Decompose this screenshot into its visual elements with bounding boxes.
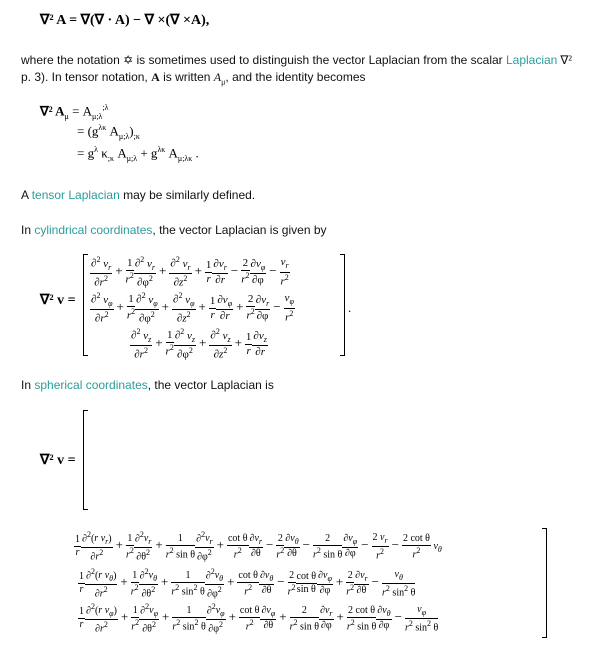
cylindrical-period: . <box>348 300 352 315</box>
r3: = g <box>77 145 95 161</box>
r2-sup: λκ <box>98 123 107 132</box>
r3-sub3: μ;λκ <box>177 153 193 163</box>
paragraph-tensor-notation <box>21 70 366 89</box>
r3-sup2: λκ <box>157 145 166 154</box>
text: is sometimes used to distinguish the vector Laplacian from the scalar <box>133 53 506 67</box>
text: , and the identity becomes <box>225 70 366 84</box>
r3d: + g <box>137 145 158 161</box>
r3b: κ <box>97 145 108 161</box>
paragraph-cylindrical <box>21 223 327 238</box>
text: is written <box>159 70 214 84</box>
r3e: A <box>165 145 178 161</box>
A-mu: A <box>213 70 222 84</box>
text: , the vector Laplacian is given by <box>152 223 327 237</box>
scalar-laplacian-symbol: ∇² <box>557 53 572 67</box>
r2c: ) <box>129 123 134 139</box>
laplacian-link[interactable]: Laplacian <box>505 53 558 67</box>
r1: = A <box>72 103 93 119</box>
text: may be similarly defined. <box>119 188 256 202</box>
tensor-row-3 <box>77 145 199 163</box>
r3-sub2: μ;λ <box>126 153 138 163</box>
r3-sup: λ <box>94 145 98 154</box>
r3c: A <box>114 145 127 161</box>
star-symbol: ✡ <box>123 53 134 67</box>
bold-A: A <box>151 70 160 84</box>
text: In <box>21 378 35 392</box>
tensor-laplacian-link[interactable]: tensor Laplacian <box>31 188 120 202</box>
tensor-row-1 <box>40 103 109 121</box>
r1-sub: μ;λ <box>92 111 103 121</box>
spherical-coordinates-link[interactable]: spherical coordinates <box>34 378 148 392</box>
paragraph-notation <box>21 53 572 68</box>
text: where the notation <box>21 53 124 67</box>
lhs-sub: μ <box>64 111 69 121</box>
spherical-lhs: ∇² v = <box>40 453 76 468</box>
cylindrical-left-bracket <box>83 254 88 356</box>
r2: = (g <box>77 123 99 139</box>
spherical-left-bracket <box>83 410 88 510</box>
text: In <box>21 223 35 237</box>
spherical-matrix-row-2: $\frac{1}{r}$ $\frac{\partial^2(r v_\theta)}{\partial r^2}$ + $\frac{1}{r^2}$ $\frac{\partial^2v_\theta}{\partial\theta^2}$ + $\frac{1}{r^2 \sin^2 \theta}$ $\frac{\partial^2v_\theta}{\partial\varphi^2}$ + $\frac{\text{cot θ}}{r^2}$ $\frac{\partial v_\theta}{\partial\theta}$ − $\frac{2}{r^2}$ $\frac{\text{cot θ}}{\text{sin θ}}$ $\frac{\partial v_\varphi}{\partial\varphi}$ + $\frac{2}{r^2}$ $\frac{\partial v_r}{\partial\theta}$ − $\frac{v_\theta}{r^2 \sin^2 \theta}$ <box>79 567 416 600</box>
spherical-right-bracket <box>542 528 547 638</box>
r3f: . <box>192 145 199 161</box>
cylindrical-right-bracket <box>340 254 345 356</box>
vector-identity-equation: ∇² A = ∇(∇ · A) − ∇ ×(∇ ×A), <box>40 13 210 28</box>
text: p. 3). In tensor notation, <box>21 70 152 84</box>
text: , the vector Laplacian is <box>147 378 274 392</box>
cylindrical-lhs: ∇² v = <box>40 293 76 308</box>
tensor-row-2 <box>77 123 140 141</box>
r2b: A <box>106 123 119 139</box>
r1-sup: ;λ <box>102 103 109 112</box>
cylindrical-matrix-row-2: $\frac{\partial^2 v_\varphi}{\partial r^2}$ + $\frac{1}{r^2}$ $\frac{\partial^2 v_\varphi}{\partial\varphi^2}$ + $\frac{\partial^2 v_\varphi}{\partial z^2}$ + $\frac{1}{r}$ $\frac{\partial v_\varphi}{\partial r}$ + $\frac{2}{r^2}$ $\frac{\partial v_r}{\partial\varphi}$ − $\frac{v_\varphi}{r^2}$ <box>91 291 294 325</box>
r2-sub: μ;λ <box>118 131 130 141</box>
mu-sub: μ <box>221 77 226 87</box>
paragraph-spherical <box>21 378 274 393</box>
r3-sub: ;κ <box>107 153 115 163</box>
spherical-matrix-row-3: $\frac{1}{r}$ $\frac{\partial^2(r v_\varphi)}{\partial r^2}$ + $\frac{1}{r^2}$ $\frac{\partial^2v_\varphi}{\partial\theta^2}$ + $\frac{1}{r^2 \sin^2 \theta}$ $\frac{\partial^2v_\varphi}{\partial\varphi^2}$ + $\frac{\text{cot θ}}{r^2}$ $\frac{\partial v_\varphi}{\partial\theta}$ + $\frac{2}{r^2 \sin \theta}$ $\frac{\partial v_r}{\partial\varphi}$ + $\frac{\text{2 cot θ}}{r^2 \sin \theta}$ $\frac{\partial v_\theta}{\partial\varphi}$ − $\frac{v_\varphi}{r^2 \sin^2 \theta}$ <box>79 602 439 635</box>
paragraph-tensor-laplacian <box>21 188 255 203</box>
cylindrical-matrix-row-3: $\frac{\partial^2 v_z}{\partial r^2}$ + $\frac{1}{r^2}$ $\frac{\partial^2 v_z}{\partial\varphi^2}$ + $\frac{\partial^2 v_z}{\partial z^2}$ + $\frac{1}{r}$ $\frac{\partial v_z}{\partial r}$ <box>131 327 267 361</box>
text: A <box>21 188 32 202</box>
cylindrical-matrix-row-1: $\frac{\partial^2 v_r}{\partial r^2}$ + $\frac{1}{r^2}$ $\frac{\partial^2 v_r}{\partial\varphi^2}$ + $\frac{\partial^2 v_r}{\partial z^2}$ + $\frac{1}{r}$ $\frac{\partial v_r}{\partial r}$ − $\frac{2}{r^2}$ $\frac{\partial v_\varphi}{\partial\varphi}$ − $\frac{v_r}{r^2}$ <box>91 255 289 289</box>
cylindrical-coordinates-link[interactable]: cylindrical coordinates <box>34 223 153 237</box>
lhs: ∇² A <box>40 103 65 119</box>
spherical-matrix-row-1: $\frac{1}{r}$ $\frac{\partial^2(r v_r)}{\partial r^2}$ + $\frac{1}{r^2}$ $\frac{\partial^2v_r}{\partial\theta^2}$ + $\frac{1}{r^2 \sin \theta}$ $\frac{\partial^2v_r}{\partial\varphi^2}$ + $\frac{\text{cot θ}}{r^2}$ $\frac{\partial v_r}{\partial\theta}$ − $\frac{2}{r^2}$ $\frac{\partial v_\theta}{\partial\theta}$ − $\frac{2}{r^2 \sin \theta}$ $\frac{\partial v_\varphi}{\partial\varphi}$ − $\frac{2 v_r}{r^2}$ − $\frac{\text{2 cot θ}}{r^2}$ $v_\theta$ <box>75 530 442 563</box>
r2-sub2: ;κ <box>133 131 140 141</box>
tensor-identity <box>40 103 240 163</box>
